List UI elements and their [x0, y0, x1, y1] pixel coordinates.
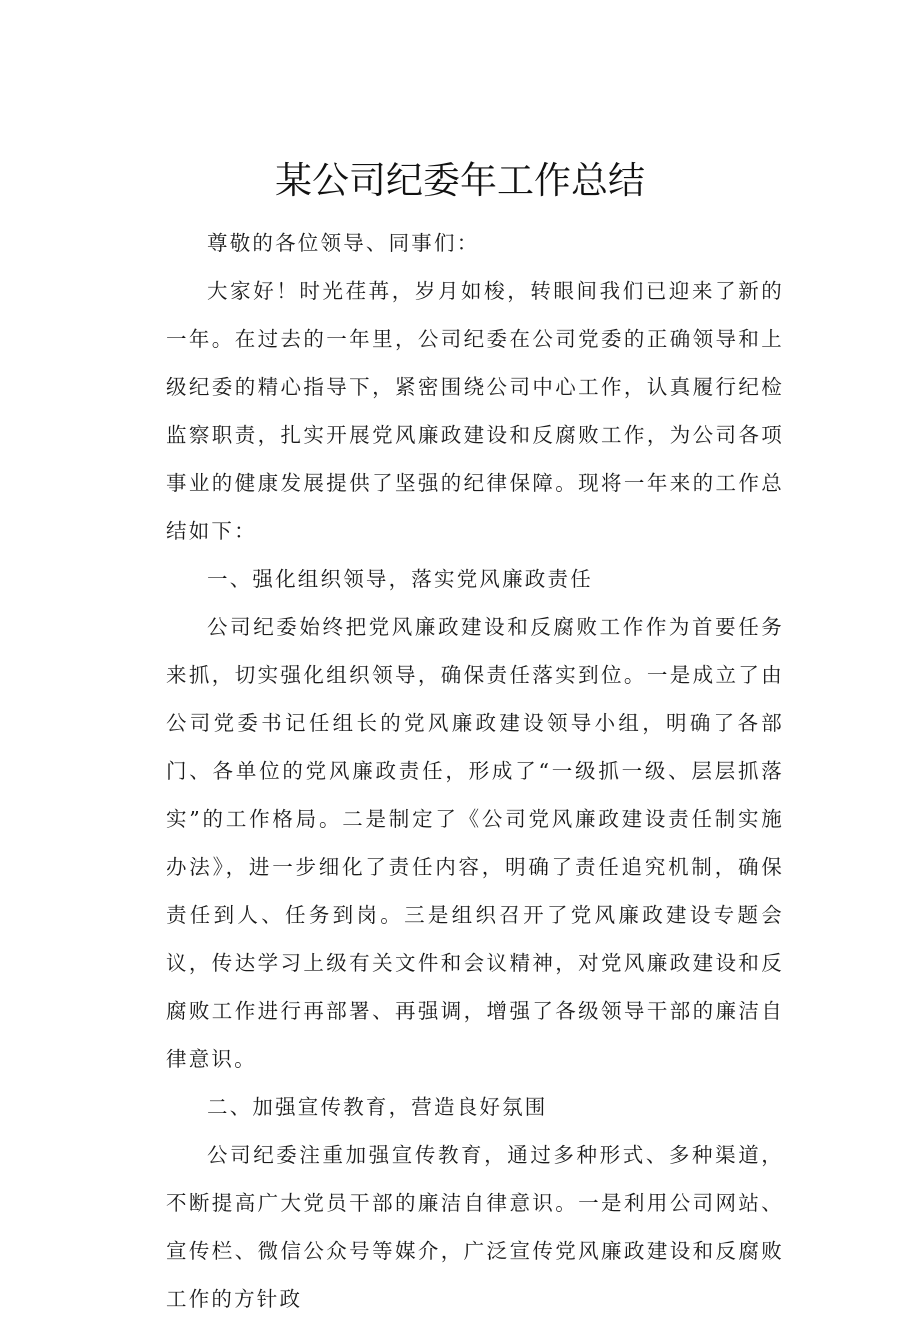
- section-2-heading: 二、加强宣传教育，营造良好氛围: [207, 1095, 548, 1119]
- section-2-paragraph: 公司纪委注重加强宣传教育，通过多种形式、多种渠道，不断提高广大党员干部的廉洁自律意识。一是利用公司网站、宣传栏、微信公众号等媒介，广泛宣传党风廉政建设和反腐败工作的方针政: [166, 1143, 784, 1311]
- document-title: 某公司纪委年工作总结: [275, 159, 645, 202]
- section-1-heading: 一、强化组织领导，落实党风廉政责任: [207, 567, 593, 591]
- document-body: [166, 219, 784, 1323]
- section-1-paragraph: 公司纪委始终把党风廉政建设和反腐败工作作为首要任务来抓，切实强化组织领导，确保责任落实到位。一是成立了由公司党委书记任组长的党风廉政建设领导小组，明确了各部门、各单位的党风廉政责任，形成了“一级抓一级、层层抓落实”的工作格局。二是制定了《公司党风廉政建设责任制实施办法》，进一步细化了责任内容，明确了责任追究机制，确保责任到人、任务到岗。三是组织召开了党风廉政建设专题会议，传达学习上级有关文件和会议精神，对党风廉政建设和反腐败工作进行再部署、再强调，增强了各级领导干部的廉洁自律意识。: [166, 615, 784, 1071]
- salutation-paragraph: 尊敬的各位领导、同事们：: [207, 231, 480, 255]
- intro-paragraph: 大家好！时光荏苒，岁月如梭，转眼间我们已迎来了新的一年。在过去的一年里，公司纪委在公司党委的正确领导和上级纪委的精心指导下，紧密围绕公司中心工作，认真履行纪检监察职责，扎实开展党风廉政建设和反腐败工作，为公司各项事业的健康发展提供了坚强的纪律保障。现将一年来的工作总结如下：: [166, 279, 784, 543]
